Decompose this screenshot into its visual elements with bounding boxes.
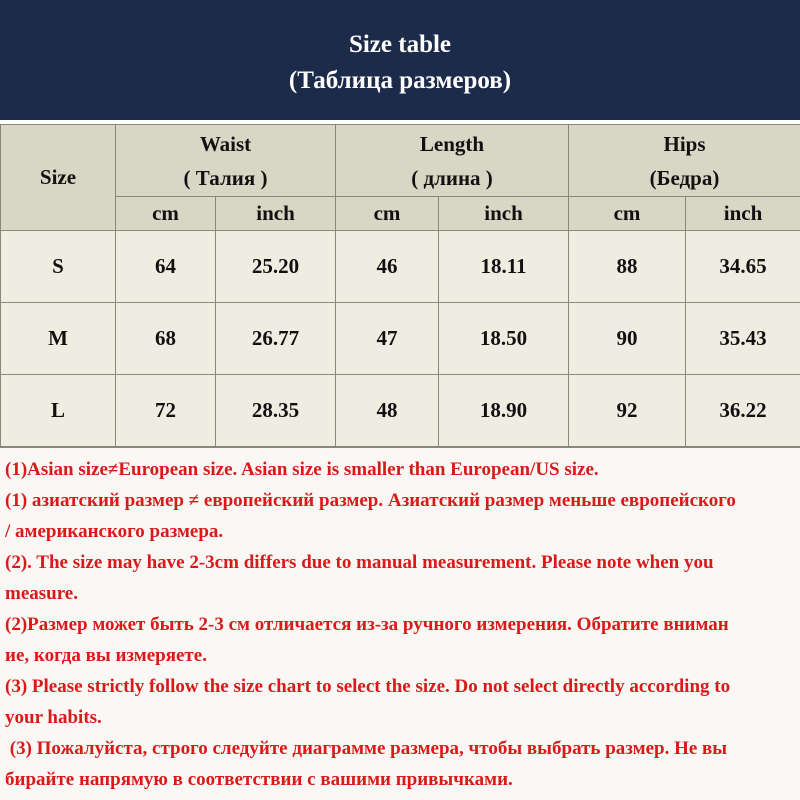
hips-cm-cell: 90 [569,303,686,375]
waist-inch-cell: 25.20 [216,231,336,303]
waist-inch-cell: 28.35 [216,375,336,447]
note-line: бирайте напрямую в соответствии с вашими привычками. [5,769,513,790]
waist-inch-header: inch [216,197,336,231]
waist-inch-cell: 26.77 [216,303,336,375]
page-subtitle: (Таблица размеров) [288,67,512,94]
note-line: (2)Размер может быть 2-3 см отличается из-за ручного измерения. Обратите вниман [5,614,729,635]
table-header-row [1,125,800,197]
waist-label: Waist [199,131,252,156]
size-cell: M [1,303,116,375]
hips-cm-header: cm [569,197,686,231]
waist-cm-cell: 68 [116,303,216,375]
size-notes [0,446,800,800]
length-inch-cell: 18.50 [439,303,569,375]
length-column-header [336,125,569,197]
note-line: your habits. [5,707,102,728]
length-sublabel: ( длина ) [411,165,493,190]
table-row [1,303,800,375]
note-line: (3) Пожалуйста, строго следуйте диаграмме размера, чтобы выбрать размер. Не вы [5,738,728,759]
hips-inch-header: inch [686,197,800,231]
waist-cm-cell: 64 [116,231,216,303]
size-column-header: Size [1,125,116,231]
waist-cm-cell: 72 [116,375,216,447]
note-line: (1)Asian size≠European size. Asian size is smaller than European/US size. [5,459,599,480]
note-line: / американского размера. [5,521,224,542]
note-line: (1) азиатский размер ≠ европейский размер. Азиатский размер меньше европейского [5,490,736,511]
waist-sublabel: ( Талия ) [183,165,268,190]
length-cm-cell: 46 [336,231,439,303]
length-inch-header: inch [439,197,569,231]
table-row [1,231,800,303]
note-line: ие, когда вы измеряете. [5,645,207,666]
page-title: Size table [348,31,452,58]
length-cm-cell: 47 [336,303,439,375]
hips-cm-cell: 88 [569,231,686,303]
size-cell: S [1,231,116,303]
note-line: (3) Please strictly follow the size chart to select the size. Do not select directly according to [5,676,731,697]
hips-inch-cell: 35.43 [686,303,800,375]
hips-cm-cell: 92 [569,375,686,447]
length-cm-cell: 48 [336,375,439,447]
size-table [0,124,800,447]
table-unit-row [1,197,800,231]
note-line: (2). The size may have 2-3cm differs due to manual measurement. Please note when you [5,552,714,573]
hips-sublabel: (Бедра) [649,165,720,190]
length-label: Length [419,131,485,156]
waist-cm-header: cm [116,197,216,231]
table-row [1,375,800,447]
hips-inch-cell: 34.65 [686,231,800,303]
length-cm-header: cm [336,197,439,231]
title-banner [0,0,800,120]
size-cell: L [1,375,116,447]
note-line: measure. [5,583,78,604]
length-inch-cell: 18.11 [439,231,569,303]
length-inch-cell: 18.90 [439,375,569,447]
waist-column-header [116,125,336,197]
hips-inch-cell: 36.22 [686,375,800,447]
hips-label: Hips [663,131,706,156]
hips-column-header [569,125,800,197]
